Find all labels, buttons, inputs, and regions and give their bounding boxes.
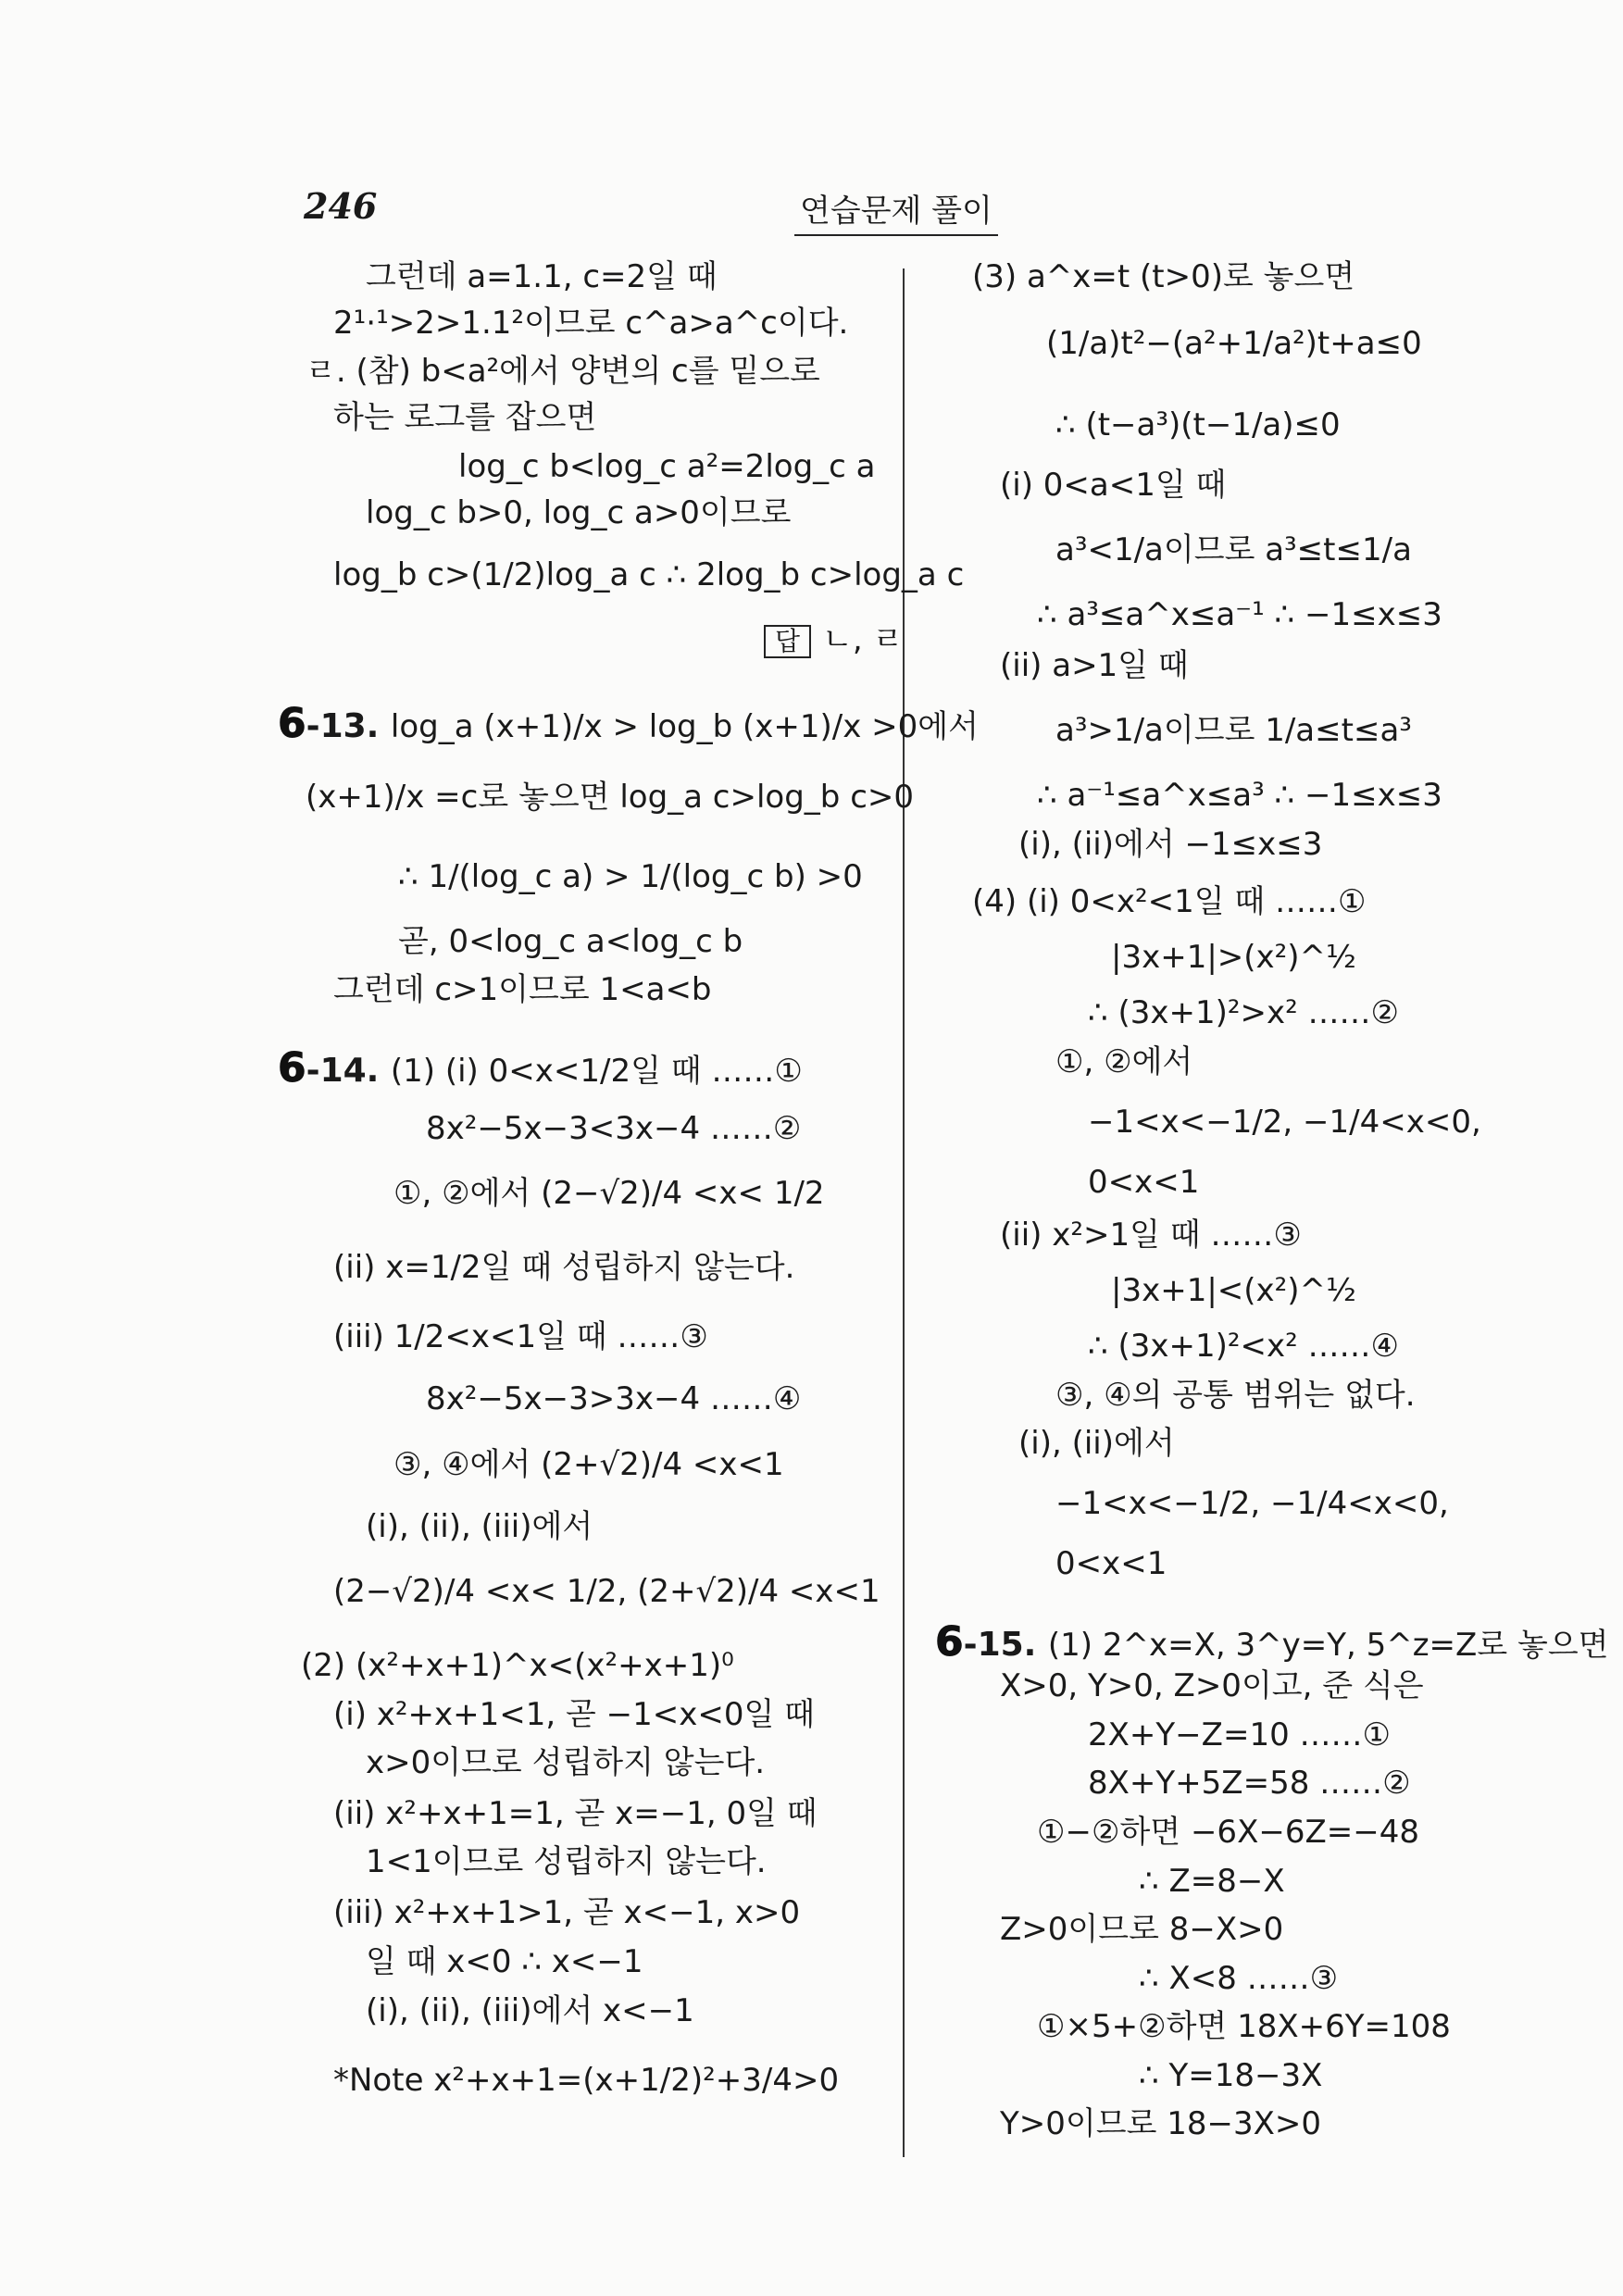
right-line [1139, 1960, 1339, 1997]
left-line [366, 1508, 593, 1545]
right-line-text: ∴ Z=8−X [1139, 1863, 1285, 1900]
right-line [1088, 1164, 1200, 1201]
right-line [1111, 1272, 1356, 1309]
right-line [1055, 1043, 1193, 1080]
right-line-text: (4) (i) 0<x²<1일 때 ……① [972, 883, 1367, 920]
left-line [366, 258, 718, 295]
right-line [935, 1618, 1609, 1666]
right-line-text: (i) 0<a<1일 때 [1000, 467, 1227, 504]
right-line [1037, 596, 1442, 633]
left-line [426, 1110, 802, 1147]
right-line-text: 2X+Y−Z=10 ……① [1088, 1716, 1392, 1753]
right-line [1000, 467, 1227, 504]
right-line-text: a³>1/a이므로 1/a≤t≤a³ [1055, 712, 1412, 749]
left-line-text: (2) (x²+x+1)^x<(x²+x+1)⁰ [301, 1647, 734, 1684]
left-line-text: ①, ②에서 (2−√2)/4 <x< 1/2 [393, 1175, 825, 1212]
problem-number: 6-14. [278, 1044, 391, 1092]
right-line-text: Y>0이므로 18−3X>0 [1000, 2105, 1322, 2142]
left-line [333, 2062, 840, 2099]
left-line-text: 그런데 c>1이므로 1<a<b [333, 971, 712, 1008]
left-line-text: (2−√2)/4 <x< 1/2, (2+√2)/4 <x<1 [333, 1573, 880, 1610]
left-line-text: 1<1이므로 성립하지 않는다. [366, 1843, 767, 1880]
left-line-text: (iii) x²+x+1>1, 곧 x<−1, x>0 [333, 1894, 801, 1931]
right-line-text: ①−②하면 −6X−6Z=−48 [1037, 1814, 1420, 1851]
right-line-text: X>0, Y>0, Z>0이고, 준 식은 [1000, 1667, 1424, 1704]
left-line-text: (i) x²+x+1<1, 곧 −1<x<0일 때 [333, 1696, 815, 1733]
left-line [398, 923, 743, 960]
problem-number: 6-15. [935, 1618, 1048, 1666]
right-line-text: −1<x<−1/2, −1/4<x<0, [1088, 1104, 1481, 1141]
left-line [333, 305, 849, 342]
left-line-text: ∴ 1/(log_c a) > 1/(log_c b) >0 [398, 858, 863, 895]
left-line-text: 2¹·¹>2>1.1²이므로 c^a>a^c이다. [333, 305, 849, 342]
left-line [458, 448, 876, 485]
left-line-text: (1) (i) 0<x<1/2일 때 ……① [390, 1053, 803, 1090]
right-line [1055, 712, 1412, 749]
left-line [333, 1894, 801, 1931]
left-line-text: log_a (x+1)/x > log_b (x+1)/x >0에서 [390, 708, 979, 745]
left-line [333, 399, 597, 436]
left-line [426, 1380, 802, 1417]
right-line-text: |3x+1|>(x²)^½ [1111, 939, 1356, 976]
right-line-text: ①, ②에서 [1055, 1043, 1193, 1080]
right-line [1088, 1716, 1392, 1753]
right-line-text: 0<x<1 [1088, 1164, 1200, 1201]
right-line [1037, 1814, 1420, 1851]
right-line-text: ∴ a⁻¹≤a^x≤a³ ∴ −1≤x≤3 [1037, 777, 1442, 814]
right-line [1055, 531, 1412, 568]
right-line [1018, 1425, 1175, 1462]
right-line [1018, 826, 1323, 863]
right-line-text: ①×5+②하면 18X+6Y=108 [1037, 2008, 1451, 2045]
right-line-text: (i), (ii)에서 [1018, 1425, 1175, 1462]
right-line-text: ∴ (3x+1)²<x² ……④ [1088, 1328, 1399, 1365]
left-line [764, 621, 904, 658]
right-line [1088, 1104, 1481, 1141]
right-line-text: ③, ④의 공통 범위는 없다. [1055, 1377, 1416, 1414]
left-line-text: ③, ④에서 (2+√2)/4 <x<1 [393, 1446, 784, 1483]
left-line-text: 8x²−5x−3>3x−4 ……④ [426, 1380, 802, 1417]
right-line [1088, 1765, 1411, 1802]
left-line-text: x>0이므로 성립하지 않는다. [366, 1744, 766, 1781]
left-line-text: (x+1)/x =c로 놓으면 log_a c>log_b c>0 [306, 779, 915, 816]
left-line [366, 1943, 643, 1980]
right-line-text: (1/a)t²−(a²+1/a²)t+a≤0 [1046, 325, 1422, 362]
right-line [1000, 1911, 1284, 1948]
right-line-text: (ii) a>1일 때 [1000, 647, 1189, 684]
right-line [972, 258, 1355, 295]
left-line [366, 1744, 766, 1781]
right-line-text: (ii) x²>1일 때 ……③ [1000, 1217, 1302, 1254]
right-line [1088, 994, 1399, 1031]
page-header: 연습문제 풀이 [794, 185, 998, 236]
left-line-text: ㄹ. (참) b<a²에서 양변의 c를 밑으로 [306, 353, 820, 390]
right-line [1111, 939, 1356, 976]
right-line-text: (1) 2^x=X, 3^y=Y, 5^z=Z로 놓으면 [1047, 1627, 1609, 1664]
left-line-text: log_c b<log_c a²=2log_c a [458, 448, 876, 485]
right-line [1055, 406, 1341, 443]
right-line-text: |3x+1|<(x²)^½ [1111, 1272, 1356, 1309]
left-line [333, 1573, 880, 1610]
right-line-text: 0<x<1 [1055, 1545, 1167, 1582]
right-line [1037, 777, 1442, 814]
left-line-text: (i), (ii), (iii)에서 x<−1 [366, 1992, 694, 2029]
left-line [333, 556, 965, 593]
left-line-text: 일 때 x<0 ∴ x<−1 [366, 1943, 643, 1980]
right-line-text: ∴ (3x+1)²>x² ……② [1088, 994, 1399, 1031]
left-line-text: (iii) 1/2<x<1일 때 ……③ [333, 1318, 708, 1355]
right-line-text: ∴ (t−a³)(t−1/a)≤0 [1055, 406, 1341, 443]
problem-number: 6-13. [278, 700, 391, 747]
left-line [366, 1843, 767, 1880]
right-line [1055, 1545, 1167, 1582]
left-line [393, 1175, 825, 1212]
right-line-text: −1<x<−1/2, −1/4<x<0, [1055, 1485, 1449, 1522]
right-line-text: 8X+Y+5Z=58 ……② [1088, 1765, 1411, 1802]
right-line [1037, 2008, 1451, 2045]
left-line [333, 1318, 708, 1355]
left-line-text: log_b c>(1/2)log_a c ∴ 2log_b c>log_a c [333, 556, 965, 593]
left-line-text: ㄴ, ㄹ [822, 621, 904, 658]
right-line-text: Z>0이므로 8−X>0 [1000, 1911, 1284, 1948]
left-line-text: (ii) x²+x+1=1, 곧 x=−1, 0일 때 [333, 1795, 818, 1832]
right-line-text: ∴ a³≤a^x≤a⁻¹ ∴ −1≤x≤3 [1037, 596, 1442, 633]
left-line [366, 494, 792, 531]
right-line [1000, 2105, 1322, 2142]
right-line [1046, 325, 1422, 362]
right-line [1139, 2057, 1323, 2094]
right-line [1000, 1667, 1424, 1704]
left-line [278, 700, 979, 747]
left-line-text: log_c b>0, log_c a>0이므로 [366, 494, 792, 531]
left-line [333, 1696, 815, 1733]
right-line-text: ∴ Y=18−3X [1139, 2057, 1323, 2094]
left-line-text: (i), (ii), (iii)에서 [366, 1508, 593, 1545]
left-line [306, 353, 820, 390]
column-divider [903, 268, 905, 2157]
right-line-text: ∴ X<8 ……③ [1139, 1960, 1339, 1997]
left-line [366, 1992, 694, 2029]
left-line [333, 971, 712, 1008]
left-line [278, 1044, 803, 1092]
right-line [1139, 1863, 1285, 1900]
left-line-text: 곧, 0<log_c a<log_c b [398, 923, 743, 960]
left-line-text: 하는 로그를 잡으면 [333, 399, 597, 436]
right-line [1088, 1328, 1399, 1365]
left-line-text: *Note x²+x+1=(x+1/2)²+3/4>0 [333, 2062, 840, 2099]
right-line [972, 883, 1367, 920]
left-line-text: 그런데 a=1.1, c=2일 때 [366, 258, 718, 295]
right-line-text: a³<1/a이므로 a³≤t≤1/a [1055, 531, 1412, 568]
right-line-text: (3) a^x=t (t>0)로 놓으면 [972, 258, 1355, 295]
left-line [301, 1647, 734, 1684]
left-line [333, 1795, 818, 1832]
left-line [398, 858, 863, 895]
left-line-text: (ii) x=1/2일 때 성립하지 않는다. [333, 1249, 795, 1286]
left-line [393, 1446, 784, 1483]
right-line [1055, 1485, 1449, 1522]
answer-box: 답 [764, 625, 811, 658]
right-line [1000, 1217, 1302, 1254]
page-number: 246 [304, 185, 378, 227]
right-line [1000, 647, 1189, 684]
left-line-text: 8x²−5x−3<3x−4 ……② [426, 1110, 802, 1147]
right-line [1055, 1377, 1416, 1414]
left-line [333, 1249, 795, 1286]
left-line [306, 779, 915, 816]
right-line-text: (i), (ii)에서 −1≤x≤3 [1018, 826, 1323, 863]
